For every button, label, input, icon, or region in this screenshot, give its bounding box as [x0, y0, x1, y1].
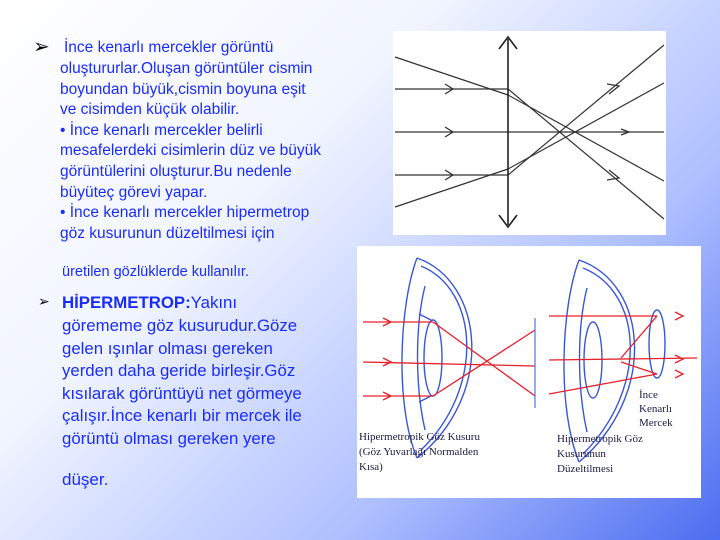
left-eye-caption [359, 430, 489, 475]
arrowhead [607, 170, 619, 180]
bullet2-first-line [62, 291, 237, 315]
caption-line: Kısa) [359, 461, 383, 473]
body-line: yerden daha geride birleşir.Göz [62, 361, 296, 380]
refracted-ray [508, 83, 664, 169]
right-eye-caption [557, 432, 647, 477]
right-ray-refracted [621, 316, 657, 358]
left-eye-lens [424, 320, 442, 396]
lens-ray-diagram [393, 31, 666, 235]
body-line: ve cisimden küçük olabilir. [60, 101, 240, 119]
body-line: oluştururlar.Oluşan görüntüler cismin [60, 60, 313, 77]
body-line: kısılarak görüntüyü net görmeye [62, 383, 302, 403]
right-ray [549, 358, 697, 360]
arrowhead [675, 355, 683, 363]
body-line: görüntülerini oluşturur.Bu nedenle [60, 163, 292, 180]
lens-rays [395, 45, 664, 219]
caption-line: Kenarlı [639, 403, 672, 415]
left-cornea [402, 258, 417, 458]
left-ray-refracted [433, 330, 535, 396]
corrective-lens [649, 310, 665, 378]
right-eyeball-inner [583, 268, 630, 454]
caption-line: İnce [639, 389, 658, 401]
body-line: görüntü olması gereken yere [62, 428, 276, 448]
bullet2-first-rest: Yakını [190, 293, 237, 312]
body-line: boyundan büyük,cismin boyuna eşit [60, 80, 306, 98]
body-line: • İnce kenarlı mercekler hipermetrop [60, 204, 310, 222]
arrowhead [607, 84, 619, 94]
right-rays [549, 312, 697, 394]
caption-line: Mercek [639, 417, 673, 429]
lens-caption [639, 388, 697, 430]
left-rays [363, 318, 535, 400]
caption-line: Hipermetropik Göz Kusuru [359, 431, 480, 443]
bullet-arrow-icon: ➢ [38, 294, 50, 310]
body-line: görememe göz kusurudur.Göze [62, 316, 298, 335]
left-eye [402, 258, 472, 458]
left-eyeball-inner [421, 266, 467, 450]
body-line: gelen ışınlar olması gereken [62, 338, 273, 358]
caption-line: Hipermetropik Göz [557, 433, 643, 445]
bullet2-last-line: düşer. [62, 470, 109, 489]
lens-ray-diagram-svg [393, 31, 666, 235]
arrowhead [675, 370, 683, 378]
left-ciliary [419, 314, 431, 320]
body-line: büyüteç görevi yapar. [60, 183, 208, 201]
body-line: • İnce kenarlı mercekler belirli [60, 121, 263, 139]
arrowhead [675, 312, 683, 320]
hipermetrop-term: HİPERMETROP: [62, 293, 191, 312]
bullet-arrow-icon: ➢ [33, 34, 50, 58]
refracted-ray [508, 95, 664, 181]
body-line: mesafelerdeki cisimlerin düz ve büyük [60, 142, 322, 160]
left-ciliary [419, 396, 431, 402]
bullet1-last-line: üretilen gözlüklerde kullanılır. [62, 264, 249, 280]
left-ray-refracted [433, 322, 535, 396]
bullet1-first-line: İnce kenarlı mercekler görüntü [64, 39, 274, 56]
body-line: çalışır.İnce kenarlı bir mercek ile [62, 406, 302, 425]
caption-line: Kusurunun [557, 448, 606, 460]
body-line: göz kusurunun düzeltilmesi için [60, 224, 275, 242]
caption-line: (Göz Yuvarlağı Normalden [359, 446, 479, 458]
caption-line: Düzeltilmesi [557, 463, 614, 475]
eye-diagram [357, 246, 701, 498]
